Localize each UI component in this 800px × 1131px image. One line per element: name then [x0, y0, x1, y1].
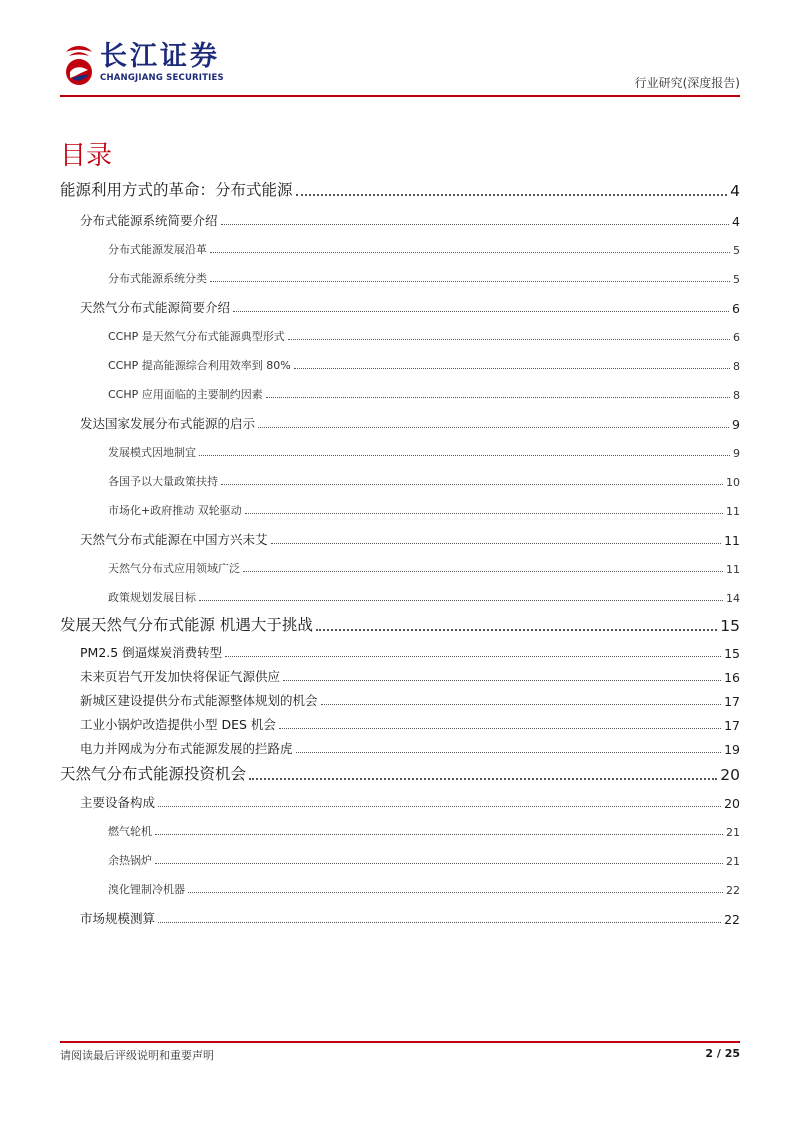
toc-entry-page: 5 — [733, 244, 740, 257]
logo-emblem-icon — [60, 42, 98, 88]
toc-entry-title: 新城区建设提供分布式能源整体规划的机会 — [80, 693, 318, 708]
logo-english-name: CHANGJIANG SECURITIES — [100, 73, 224, 83]
toc-entry-level-3[interactable] — [60, 882, 740, 897]
toc-dot-leader — [271, 543, 722, 544]
toc-entry-title: 主要设备构成 — [80, 795, 156, 810]
toc-entry-level-2[interactable] — [60, 532, 740, 548]
toc-dot-leader — [188, 892, 723, 893]
toc-entry-title: 天然气分布式能源投资机会 — [60, 765, 247, 783]
toc-entry-page: 11 — [726, 563, 740, 576]
toc-dot-leader — [158, 922, 721, 923]
toc-entry-page: 4 — [732, 214, 740, 229]
toc-entry-level-2[interactable] — [60, 717, 740, 733]
toc-entry-page: 14 — [726, 592, 740, 605]
toc-entry-page: 17 — [724, 718, 740, 733]
toc-dot-leader — [245, 513, 723, 514]
toc-entry-title: PM2.5 倒逼煤炭消费转型 — [80, 645, 223, 660]
toc-entry-title: 分布式能源系统简要介绍 — [80, 213, 218, 228]
footer-disclaimer: 请阅读最后评级说明和重要声明 — [60, 1049, 214, 1062]
toc-dot-leader — [249, 778, 717, 780]
toc-dot-leader — [155, 834, 723, 835]
toc-entry-title: 工业小锅炉改造提供小型 DES 机会 — [80, 717, 276, 732]
toc-entry-page: 5 — [733, 273, 740, 286]
toc-dot-leader — [221, 484, 723, 485]
toc-entry-level-3[interactable] — [60, 358, 740, 373]
toc-entry-page: 21 — [726, 855, 740, 868]
toc-entry-title: 天然气分布式应用领域广泛 — [108, 562, 240, 575]
toc-entry-level-2[interactable] — [60, 911, 740, 927]
toc-entry-page: 20 — [724, 796, 740, 811]
toc-entry-page: 11 — [724, 533, 740, 548]
toc-entry-level-3[interactable] — [60, 561, 740, 576]
toc-entry-level-2[interactable] — [60, 795, 740, 811]
toc-entry-title: 政策规划发展目标 — [108, 591, 196, 604]
toc-entry-title: 电力并网成为分布式能源发展的拦路虎 — [80, 741, 293, 756]
toc-entry-level-3[interactable] — [60, 853, 740, 868]
toc-entry-title: 市场规模测算 — [80, 911, 156, 926]
toc-dot-leader — [210, 281, 730, 282]
toc-dot-leader — [316, 629, 717, 631]
toc-entry-title: 能源利用方式的革命：分布式能源 — [60, 181, 293, 199]
toc-entry-title: 余热锅炉 — [108, 854, 152, 867]
toc-entry-page: 6 — [733, 331, 740, 344]
toc-dot-leader — [266, 397, 730, 398]
toc-entry-page: 19 — [724, 742, 740, 757]
toc-dot-leader — [225, 656, 721, 657]
toc-entry-title: 天然气分布式能源简要介绍 — [80, 300, 231, 315]
toc-entry-title: CCHP 是天然气分布式能源典型形式 — [108, 330, 285, 343]
toc-entry-title: CCHP 提高能源综合利用效率到 80% — [108, 359, 291, 372]
toc-dot-leader — [155, 863, 723, 864]
toc-entry-level-3[interactable] — [60, 474, 740, 489]
toc-entry-level-3[interactable] — [60, 329, 740, 344]
toc-entry-title: 发展模式因地制宜 — [108, 446, 196, 459]
toc-dot-leader — [294, 368, 730, 369]
toc-entry-page: 11 — [726, 505, 740, 518]
toc-entry-title: CCHP 应用面临的主要制约因素 — [108, 388, 263, 401]
toc-entry-title: 各国予以大量政策扶持 — [108, 475, 218, 488]
toc-dot-leader — [233, 311, 729, 312]
toc-entry-level-3[interactable] — [60, 242, 740, 257]
toc-entry-level-3[interactable] — [60, 445, 740, 460]
toc-entry-title: 燃气轮机 — [108, 825, 152, 838]
toc-entry-page: 22 — [724, 912, 740, 927]
toc-entry-level-1[interactable] — [60, 180, 740, 200]
toc-entry-level-2[interactable] — [60, 645, 740, 661]
toc-dot-leader — [296, 752, 722, 753]
toc-entry-page: 16 — [724, 670, 740, 685]
toc-entry-page: 9 — [732, 417, 740, 432]
toc-entry-level-3[interactable] — [60, 590, 740, 605]
toc-entry-page: 8 — [733, 389, 740, 402]
footer-divider — [60, 1041, 740, 1043]
toc-dot-leader — [279, 728, 721, 729]
toc-entry-title: 市场化+政府推动 双轮驱动 — [108, 504, 242, 517]
toc-title: 目录 — [60, 141, 113, 171]
toc-dot-leader — [283, 680, 721, 681]
toc-entry-level-2[interactable] — [60, 213, 740, 229]
footer-page-number: 2 / 25 — [705, 1047, 740, 1060]
toc-entry-title: 分布式能源系统分类 — [108, 272, 207, 285]
toc-dot-leader — [210, 252, 730, 253]
toc-entry-title: 溴化锂制冷机器 — [108, 883, 185, 896]
toc-entry-level-2[interactable] — [60, 693, 740, 709]
toc-entry-page: 10 — [726, 476, 740, 489]
toc-entry-title: 发达国家发展分布式能源的启示 — [80, 416, 256, 431]
toc-entry-level-2[interactable] — [60, 416, 740, 432]
toc-entry-page: 15 — [720, 617, 740, 635]
toc-entry-page: 17 — [724, 694, 740, 709]
toc-dot-leader — [199, 600, 723, 601]
report-type-label: 行业研究(深度报告) — [634, 76, 740, 90]
toc-dot-leader — [158, 806, 721, 807]
company-logo — [60, 42, 260, 92]
toc-entry-title: 天然气分布式能源在中国方兴未艾 — [80, 532, 268, 547]
toc-entry-page: 6 — [732, 301, 740, 316]
toc-dot-leader — [288, 339, 730, 340]
toc-dot-leader — [296, 194, 728, 196]
toc-entry-level-3[interactable] — [60, 503, 740, 518]
toc-dot-leader — [258, 427, 729, 428]
toc-entry-page: 20 — [720, 766, 740, 784]
toc-entry-page: 4 — [730, 182, 740, 200]
toc-dot-leader — [321, 704, 722, 705]
toc-entry-level-1[interactable] — [60, 615, 740, 635]
logo-chinese-name: 长江证券 — [100, 41, 220, 72]
toc-entry-page: 8 — [733, 360, 740, 373]
toc-entry-level-2[interactable] — [60, 300, 740, 316]
toc-entry-page: 21 — [726, 826, 740, 839]
toc-entry-title: 发展天然气分布式能源 机遇大于挑战 — [60, 616, 313, 634]
toc-entry-level-3[interactable] — [60, 824, 740, 839]
toc-entry-page: 22 — [726, 884, 740, 897]
toc-entry-title: 未来页岩气开发加快将保证气源供应 — [80, 669, 281, 684]
toc-entry-level-1[interactable] — [60, 764, 740, 784]
toc-dot-leader — [243, 571, 723, 572]
toc-entry-page: 9 — [733, 447, 740, 460]
toc-entry-level-3[interactable] — [60, 387, 740, 402]
toc-entry-level-2[interactable] — [60, 741, 740, 757]
header-divider — [60, 95, 740, 97]
toc-dot-leader — [221, 224, 730, 225]
toc-dot-leader — [199, 455, 730, 456]
toc-entry-page: 15 — [724, 646, 740, 661]
toc-entry-level-3[interactable] — [60, 271, 740, 286]
toc-entry-level-2[interactable] — [60, 669, 740, 685]
toc-entry-title: 分布式能源发展沿革 — [108, 243, 207, 256]
